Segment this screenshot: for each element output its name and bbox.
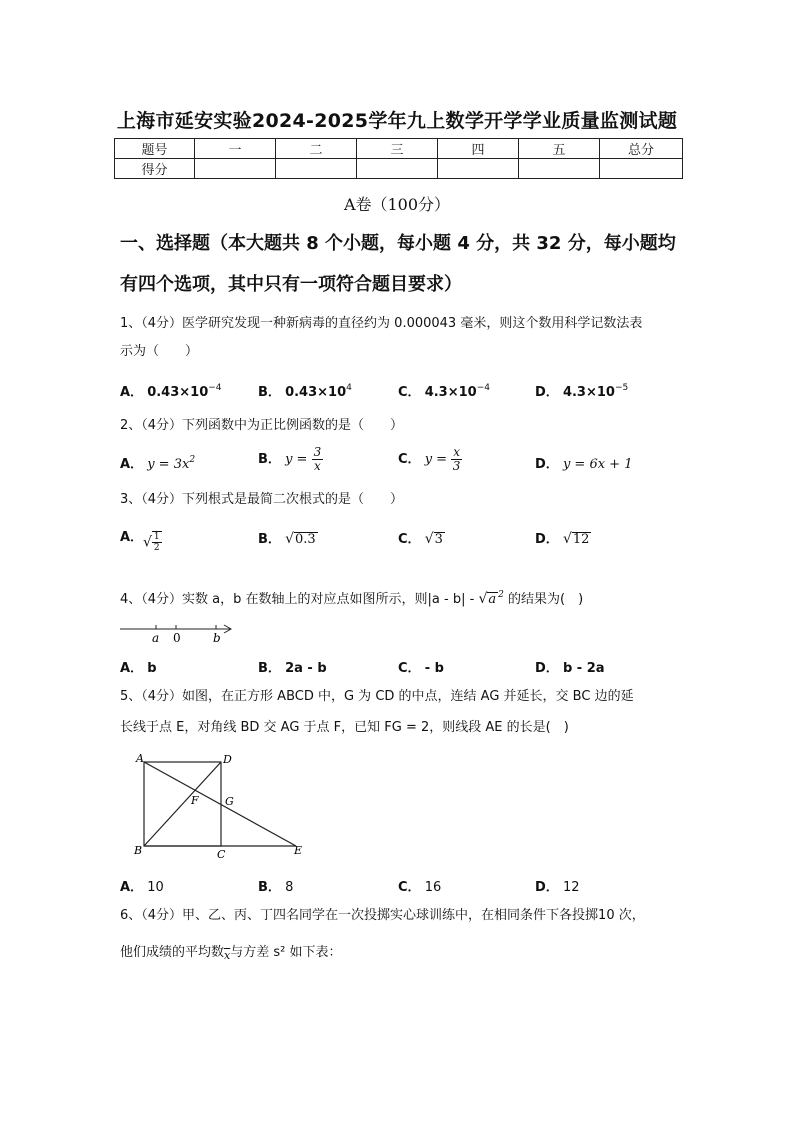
q1-option-d[interactable]: D． $4.3\times 10^{-5}$	[535, 383, 629, 400]
question-1-line2: 示为（ ）	[120, 344, 199, 359]
part-heading-line1: 一、选择题（本大题共 8 个小题，每小题 4 分，共 32 分，每小题均	[120, 233, 676, 254]
label-zero: 0	[173, 631, 181, 645]
score-header-cell: 题号	[115, 139, 195, 159]
q2-option-b[interactable]: B． y = $\frac{3}{x}$	[258, 445, 322, 473]
q2-option-d[interactable]: D． y = 6x + 1	[535, 457, 633, 472]
q4-option-a[interactable]: A． b	[120, 661, 157, 676]
q1-option-a[interactable]: A． $0.43\times 10^{-4}$	[120, 383, 222, 400]
label-F: F	[191, 794, 199, 807]
label-A: A	[136, 752, 144, 765]
score-table-score-row	[115, 159, 683, 179]
score-cell[interactable]	[276, 159, 357, 179]
exam-title: 上海市延安实验2024-2025学年九上数学开学学业质量监测试题	[116, 110, 678, 132]
q4-option-c[interactable]: C． - b	[398, 661, 444, 676]
question-5-line1: 5、（4分）如图，在正方形 ABCD 中，G 为 CD 的中点，连结 AG 并延长，交 BC 边的延	[120, 689, 634, 704]
label-C: C	[217, 848, 226, 861]
label-E: E	[294, 844, 303, 857]
label-D: D	[223, 753, 232, 766]
question-5-line2: 长线于点 E，对角线 BD 交 AG 于点 F，已知 FG = 2，则线段 AE 的长是( )	[120, 720, 569, 735]
score-cell[interactable]	[195, 159, 276, 179]
q5-option-b[interactable]: B． 8	[258, 880, 294, 895]
q1-option-c[interactable]: C． $4.3\times 10^{-4}$	[398, 383, 490, 400]
q2-option-a[interactable]: A． $y = 3x^2$	[120, 455, 196, 472]
label-G: G	[225, 795, 234, 808]
question-6-line2: 他们成绩的平均数$_{\overline{x}}$与方差 s² 如下表：	[120, 945, 342, 962]
q4-option-b[interactable]: B． 2a - b	[258, 661, 327, 676]
q3-option-c[interactable]: C． √3	[398, 531, 443, 547]
score-header-cell: 五	[519, 139, 600, 159]
question-4: 4、（4分）实数 a，b 在数轴上的对应点如图所示，则|a - b| - √a $^2$ 的结果为( )	[120, 590, 584, 607]
label-B: B	[134, 844, 143, 857]
score-row-label: 得分	[115, 159, 195, 179]
q5-option-d[interactable]: D． 12	[535, 880, 580, 895]
score-header-cell: 二	[276, 139, 357, 159]
q2-option-c[interactable]: C． y = $\frac{x}{3}$	[398, 445, 461, 473]
question-3: 3、（4分）下列根式是最简二次根式的是（ ）	[120, 492, 404, 507]
score-header-cell: 一	[195, 139, 276, 159]
q3-option-b[interactable]: B． √0.3	[258, 531, 316, 547]
line-age	[144, 762, 296, 846]
number-line-figure	[118, 620, 238, 646]
square-geometry-figure	[128, 750, 308, 862]
score-cell[interactable]	[357, 159, 438, 179]
score-cell[interactable]	[438, 159, 519, 179]
label-a: a	[152, 631, 160, 645]
label-b: b	[213, 631, 221, 645]
q3-option-a[interactable]: A．	[120, 530, 144, 545]
question-6-line1: 6、（4分）甲、乙、丙、丁四名同学在一次投掷实心球训练中，在相同条件下各投掷10 次，	[120, 908, 645, 923]
part-heading-line2: 有四个选项，其中只有一项符合题目要求）	[120, 274, 462, 295]
q5-option-c[interactable]: C． 16	[398, 880, 442, 895]
score-header-cell: 四	[438, 139, 519, 159]
section-heading: A卷（100分）	[343, 195, 451, 214]
question-2: 2、（4分）下列函数中为正比例函数的是（ ）	[120, 418, 404, 433]
q4-option-d[interactable]: D． b - 2a	[535, 661, 605, 676]
q3-option-d[interactable]: D． √12	[535, 531, 590, 547]
q3-option-a-radical: √ $\frac{1}{2}$	[143, 532, 160, 553]
score-cell[interactable]	[519, 159, 600, 179]
score-table-header-row	[115, 139, 683, 159]
score-cell[interactable]	[600, 159, 683, 179]
diagonal-bd	[144, 762, 221, 846]
score-table	[114, 138, 683, 179]
q1-option-b[interactable]: B． $0.43\times 10^4$	[258, 383, 352, 400]
score-header-cell: 三	[357, 139, 438, 159]
question-1-line1: 1、（4分）医学研究发现一种新病毒的直径约为 0.000043 毫米，则这个数用科学记数法表	[120, 316, 643, 331]
q5-option-a[interactable]: A． 10	[120, 880, 164, 895]
score-header-cell: 总分	[600, 139, 683, 159]
